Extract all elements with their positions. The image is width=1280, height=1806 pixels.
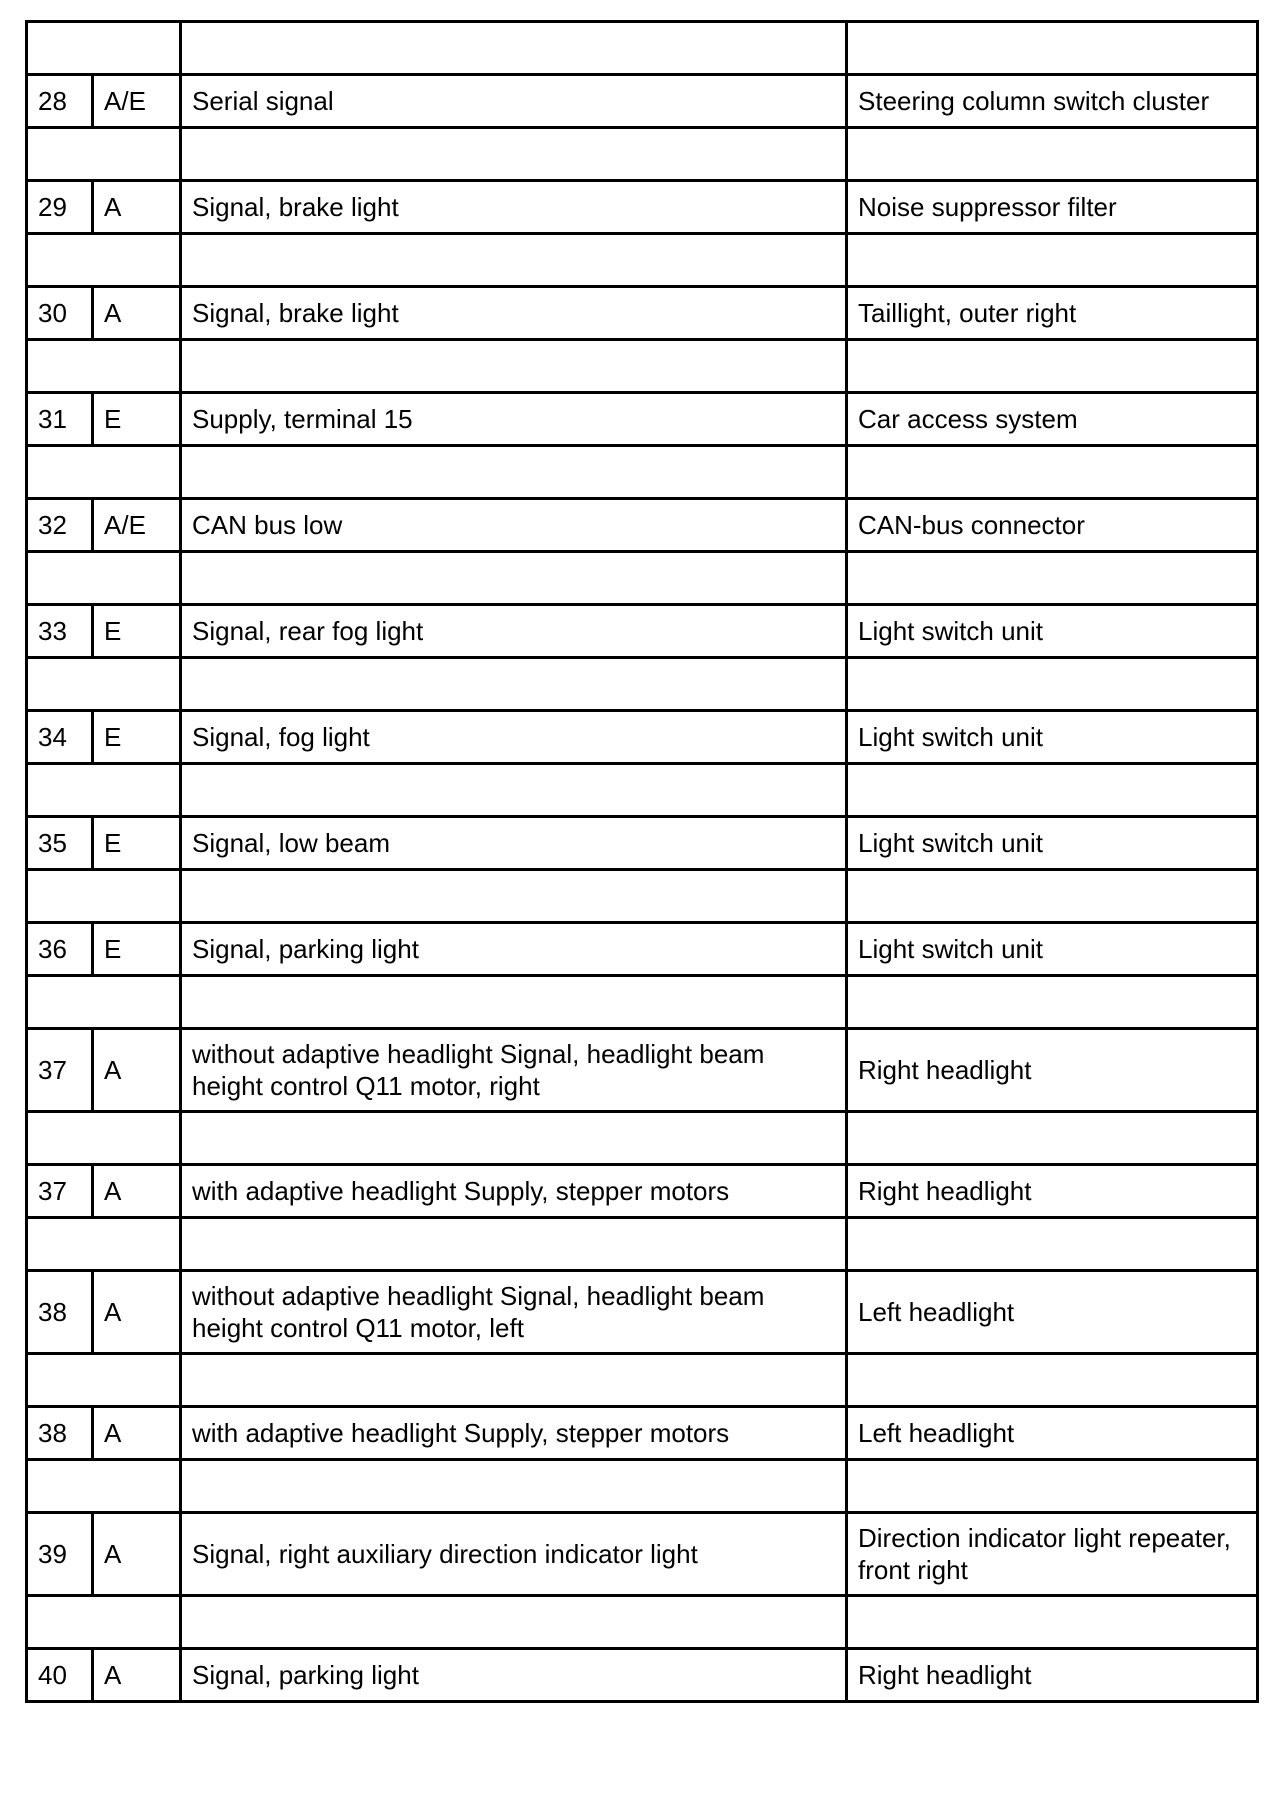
spacer-cell: [181, 552, 847, 605]
spacer-cell: [181, 658, 847, 711]
spacer-cell: [847, 658, 1258, 711]
destination-cell: Right headlight: [847, 1649, 1258, 1702]
spacer-cell: [181, 1112, 847, 1165]
destination-cell: Noise suppressor filter: [847, 181, 1258, 234]
direction-cell: E: [93, 711, 181, 764]
spacer-cell: [847, 1354, 1258, 1407]
pin-cell: 28: [27, 75, 93, 128]
table-row: [27, 711, 1258, 764]
table-row: [27, 605, 1258, 658]
table-row: [27, 1029, 1258, 1112]
direction-cell: A: [93, 181, 181, 234]
spacer-cell: [181, 340, 847, 393]
spacer-row: [27, 1354, 1258, 1407]
destination-cell: Light switch unit: [847, 711, 1258, 764]
spacer-cell: [27, 870, 181, 923]
spacer-cell: [27, 1112, 181, 1165]
spacer-cell: [181, 1596, 847, 1649]
direction-cell: A/E: [93, 499, 181, 552]
spacer-cell: [847, 340, 1258, 393]
spacer-row: [27, 128, 1258, 181]
spacer-cell: [181, 128, 847, 181]
table-row: [27, 393, 1258, 446]
description-cell: without adaptive headlight Signal, headlight beam height control Q11 motor, right: [181, 1029, 847, 1112]
spacer-cell: [847, 234, 1258, 287]
pin-cell: 37: [27, 1165, 93, 1218]
description-cell: with adaptive headlight Supply, stepper motors: [181, 1165, 847, 1218]
spacer-cell: [847, 1460, 1258, 1513]
direction-cell: E: [93, 605, 181, 658]
spacer-cell: [27, 234, 181, 287]
spacer-cell: [181, 764, 847, 817]
table-row: [27, 499, 1258, 552]
direction-cell: E: [93, 817, 181, 870]
description-cell: Signal, parking light: [181, 1649, 847, 1702]
description-cell: CAN bus low: [181, 499, 847, 552]
description-cell: Signal, rear fog light: [181, 605, 847, 658]
spacer-cell: [181, 1460, 847, 1513]
spacer-cell: [847, 552, 1258, 605]
spacer-cell: [847, 1112, 1258, 1165]
spacer-cell: [181, 1218, 847, 1271]
spacer-cell: [27, 1218, 181, 1271]
destination-cell: CAN-bus connector: [847, 499, 1258, 552]
direction-cell: A: [93, 1271, 181, 1354]
description-cell: Signal, brake light: [181, 287, 847, 340]
direction-cell: A: [93, 1407, 181, 1460]
pin-cell: 33: [27, 605, 93, 658]
spacer-cell: [847, 22, 1258, 75]
table-body: [27, 22, 1258, 1702]
spacer-cell: [27, 446, 181, 499]
pin-cell: 37: [27, 1029, 93, 1112]
destination-cell: Direction indicator light repeater, front right: [847, 1513, 1258, 1596]
direction-cell: E: [93, 923, 181, 976]
pin-cell: 31: [27, 393, 93, 446]
spacer-cell: [181, 1354, 847, 1407]
spacer-row: [27, 976, 1258, 1029]
pin-cell: 38: [27, 1407, 93, 1460]
table-row: [27, 75, 1258, 128]
pin-cell: 32: [27, 499, 93, 552]
direction-cell: E: [93, 393, 181, 446]
description-cell: Signal, low beam: [181, 817, 847, 870]
destination-cell: Right headlight: [847, 1165, 1258, 1218]
spacer-row: [27, 234, 1258, 287]
spacer-row: [27, 1112, 1258, 1165]
description-cell: Serial signal: [181, 75, 847, 128]
spacer-row: [27, 870, 1258, 923]
destination-cell: Light switch unit: [847, 923, 1258, 976]
destination-cell: Light switch unit: [847, 605, 1258, 658]
spacer-cell: [847, 446, 1258, 499]
pin-cell: 34: [27, 711, 93, 764]
spacer-row: [27, 552, 1258, 605]
pin-cell: 40: [27, 1649, 93, 1702]
description-cell: Supply, terminal 15: [181, 393, 847, 446]
spacer-cell: [847, 1596, 1258, 1649]
table-row: [27, 1649, 1258, 1702]
table-row: [27, 817, 1258, 870]
destination-cell: Light switch unit: [847, 817, 1258, 870]
spacer-row: [27, 446, 1258, 499]
spacer-cell: [181, 446, 847, 499]
description-cell: Signal, parking light: [181, 923, 847, 976]
table-row: [27, 1513, 1258, 1596]
pin-cell: 29: [27, 181, 93, 234]
spacer-cell: [181, 22, 847, 75]
description-cell: with adaptive headlight Supply, stepper motors: [181, 1407, 847, 1460]
spacer-row: [27, 1218, 1258, 1271]
spacer-cell: [847, 764, 1258, 817]
direction-cell: A/E: [93, 75, 181, 128]
table-row: [27, 1165, 1258, 1218]
spacer-cell: [181, 234, 847, 287]
spacer-cell: [27, 976, 181, 1029]
direction-cell: A: [93, 1029, 181, 1112]
spacer-cell: [27, 764, 181, 817]
spacer-cell: [27, 1596, 181, 1649]
spacer-cell: [847, 128, 1258, 181]
destination-cell: Car access system: [847, 393, 1258, 446]
spacer-cell: [27, 1354, 181, 1407]
spacer-row: [27, 1460, 1258, 1513]
pin-cell: 35: [27, 817, 93, 870]
spacer-cell: [27, 128, 181, 181]
pin-cell: 38: [27, 1271, 93, 1354]
table-row: [27, 923, 1258, 976]
spacer-row: [27, 22, 1258, 75]
spacer-cell: [847, 1218, 1258, 1271]
table-row: [27, 287, 1258, 340]
table-row: [27, 1271, 1258, 1354]
description-cell: Signal, fog light: [181, 711, 847, 764]
destination-cell: Left headlight: [847, 1271, 1258, 1354]
destination-cell: Left headlight: [847, 1407, 1258, 1460]
spacer-cell: [181, 976, 847, 1029]
pin-cell: 30: [27, 287, 93, 340]
direction-cell: A: [93, 1513, 181, 1596]
spacer-row: [27, 340, 1258, 393]
spacer-cell: [27, 22, 181, 75]
spacer-row: [27, 1596, 1258, 1649]
table-row: [27, 1407, 1258, 1460]
destination-cell: Steering column switch cluster: [847, 75, 1258, 128]
spacer-cell: [27, 1460, 181, 1513]
description-cell: without adaptive headlight Signal, headlight beam height control Q11 motor, left: [181, 1271, 847, 1354]
spacer-row: [27, 658, 1258, 711]
spacer-cell: [27, 340, 181, 393]
pin-cell: 36: [27, 923, 93, 976]
spacer-cell: [27, 658, 181, 711]
direction-cell: A: [93, 1649, 181, 1702]
spacer-cell: [27, 552, 181, 605]
table-row: [27, 181, 1258, 234]
description-cell: Signal, right auxiliary direction indicator light: [181, 1513, 847, 1596]
pin-cell: 39: [27, 1513, 93, 1596]
pin-assignment-table: [25, 20, 1259, 1703]
spacer-row: [27, 764, 1258, 817]
direction-cell: A: [93, 287, 181, 340]
destination-cell: Taillight, outer right: [847, 287, 1258, 340]
spacer-cell: [181, 870, 847, 923]
spacer-cell: [847, 870, 1258, 923]
spacer-cell: [847, 976, 1258, 1029]
destination-cell: Right headlight: [847, 1029, 1258, 1112]
description-cell: Signal, brake light: [181, 181, 847, 234]
direction-cell: A: [93, 1165, 181, 1218]
